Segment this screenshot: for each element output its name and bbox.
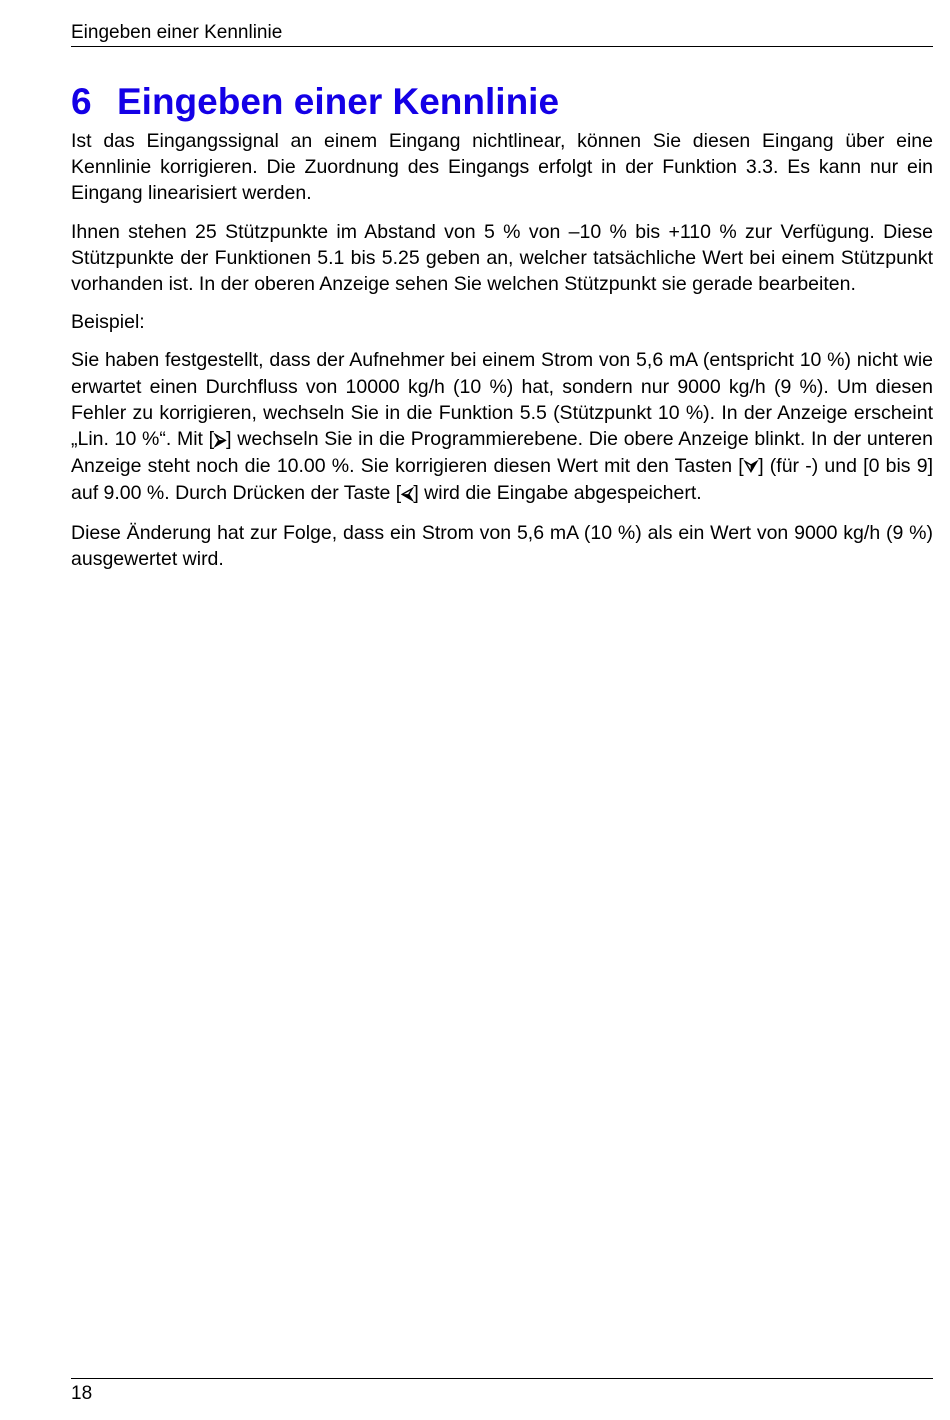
example-text-3: ] (für -) und [0 bis 9] auf 9.00 %. Durch Drücken der Taste [ <box>71 455 933 505</box>
chapter-title-text: Eingeben einer Kennlinie <box>117 81 560 122</box>
running-header-title: Eingeben einer Kennlinie <box>71 22 283 43</box>
body-text <box>71 128 933 584</box>
paragraph-support-points: Ihnen stehen 25 Stützpunkte im Abstand von 5 % von –10 % bis +110 % zur Verfügung. Diese Stützpunkte der Funktionen 5.1 bis 5.25 geben an, welcher tatsächliche Wert bei einem Stützpunkt vorhanden ist. In der oberen Anzeige sehen Sie welchen Stützpunkt sie gerade bearbeiten. <box>71 220 933 296</box>
page-footer <box>71 1378 933 1409</box>
paragraph-intro: Ist das Eingangssignal an einem Eingang nichtlinear, können Sie diesen Eingang über eine Kennlinie korrigieren. Die Zuordnung des Eingangs erfolgt in der Funktion 3.3. Es kann nur ein Eingang linearisiert werden. <box>71 130 933 205</box>
paragraph-example-label: Beispiel: <box>71 311 145 334</box>
page-number: 18 <box>71 1383 93 1404</box>
arrow-left-key-icon: ⮘ <box>401 484 414 505</box>
example-text-4: ] wird die Eingabe abgespeichert. <box>413 482 702 505</box>
running-header <box>71 20 933 47</box>
chapter-title <box>71 80 559 124</box>
paragraph-example <box>71 347 933 507</box>
paragraph-consequence: Diese Änderung hat zur Folge, dass ein Strom von 5,6 mA (10 %) als ein Wert von 9000 kg/h (9 %) ausgewertet wird. <box>71 521 933 570</box>
example-text-2: ] wechseln Sie in die Programmierebene. Die obere Anzeige blinkt. In der unteren Anzeige steht noch die 10.00 %. Sie korrigieren diesen Wert mit den Tasten [ <box>71 428 933 478</box>
arrow-down-key-icon: ⮛ <box>743 457 759 478</box>
chapter-number: 6 <box>71 81 92 122</box>
example-text-1: Sie haben festgestellt, dass der Aufnehmer bei einem Strom von 5,6 mA (entspricht 10 %) nicht wie erwartet einen Durchfluss von 10000 kg/h (10 %) hat, sondern nur 9000 kg/h (9 %). Um diesen Fehler zu korrigieren, wechseln Sie in die Funktion 5.5 (Stützpunkt 10 %). In der Anzeige erscheint „Lin. 10 %“. Mit [ <box>71 349 933 451</box>
arrow-right-key-icon: ⮚ <box>214 430 227 451</box>
